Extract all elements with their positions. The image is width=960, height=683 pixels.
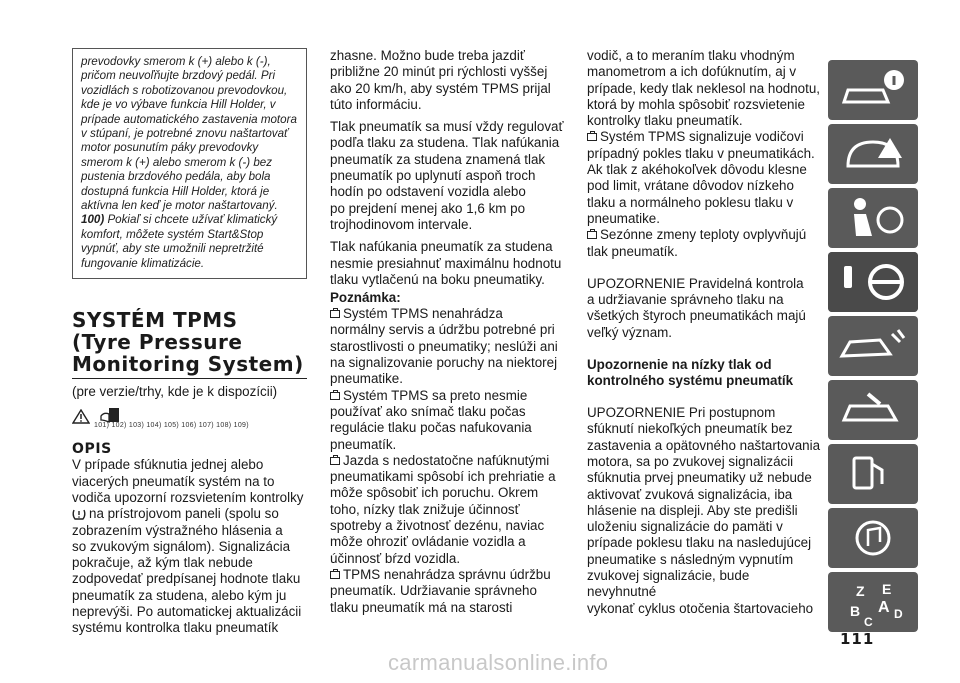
text-line: vodič, a to meraním tlaku vhodným <box>587 48 795 63</box>
bullet-item <box>330 453 567 567</box>
text-line: na signalizovanie poruchy na niektorej <box>330 355 558 371</box>
opis-text-cont <box>72 523 307 637</box>
text-line: regulácie tlaku počas nafukovania <box>330 420 532 436</box>
tab-maintenance[interactable] <box>828 380 918 440</box>
tab-index[interactable] <box>828 572 918 632</box>
opis-heading: OPIS <box>72 441 112 458</box>
column-3 <box>587 48 822 617</box>
text-line: TPMS nenahrádza správnu údržbu <box>330 567 567 583</box>
text-line: V prípade sfúknutia jednej alebo <box>72 457 264 473</box>
text-line: pneumatík po uplynutí aspoň troch <box>330 168 536 184</box>
text-line: túto informáciu. <box>330 96 422 112</box>
text-line: veľký význam. <box>587 324 673 340</box>
note-bullet-icon <box>330 392 340 400</box>
text-line: Systém TPMS sa preto nesmie <box>330 388 567 404</box>
text-line: kontrolky tlaku pneumatík. <box>587 113 743 129</box>
text-line: dostupná funkcia Hill Holder, ktorá je <box>81 184 270 198</box>
text-line: zhasne. Možno bude treba jazdiť <box>330 48 525 63</box>
section-heading: SYSTÉM TPMS (Tyre Pressure Monitoring System) <box>72 309 307 379</box>
text-line: a udržiavanie správneho tlaku na <box>587 292 784 308</box>
text-line: Jazda s nedostatočne nafúknutými <box>330 453 567 469</box>
text-line: spotreby a životnosť dezénu, naviac <box>330 518 545 534</box>
warning-paragraph <box>587 276 822 341</box>
opis-icon-line: na prístrojovom paneli (spolu so <box>72 506 307 522</box>
reference-numbers: 101) 102) 103) 104) 105) 106) 107) 108) 109) <box>94 422 249 430</box>
text-line: všetkých štyroch pneumatikách majú <box>587 308 806 324</box>
text-line: ako 20 km/h, aby systém TPMS prijal <box>330 80 551 96</box>
text-line: pod limit, vrátane dôvodov nízkeho <box>587 178 794 194</box>
text-line: pneumatikami spôsobí ich prehriatie a <box>330 469 556 485</box>
text-line: sfúknutia prvej pneumatiky už nebude <box>587 470 812 486</box>
text-line: komfort, môžete systém Start&Stop <box>81 227 264 241</box>
text-line: pričom neuvoľňujte brzdový pedál. Pri <box>81 69 276 83</box>
text-line: prevodovky smerom k (+) alebo k (-), <box>81 55 271 68</box>
tab-car-info[interactable] <box>828 60 918 120</box>
column-2 <box>330 48 567 616</box>
tyre-pressure-warning-icon <box>72 508 86 521</box>
text-line: pneumatike. <box>330 371 403 387</box>
car-info-icon <box>828 60 918 120</box>
text-line: manometrom a ich dofúknutím, aj v <box>587 64 797 80</box>
note-heading: Poznámka: <box>330 290 401 306</box>
text-line: Systém TPMS signalizuje vodičovi <box>587 129 822 145</box>
bullet-item <box>330 388 567 453</box>
text-line: prípade, kedy tlak neklesol na hodnotu, <box>587 80 821 96</box>
text-line: v stúpaní, je potrebné znovu naštartovať <box>81 127 289 141</box>
text-line: smerom k (+) alebo smerom k (-) bez <box>81 155 273 169</box>
page-number: 111 <box>840 630 875 648</box>
text-line: Sezónne zmeny teploty ovplyvňujú <box>587 227 822 243</box>
text-line: fungovanie klimatizácie. <box>81 256 205 270</box>
text-line: prípade poklesu tlaku na nasledujúcej <box>587 535 812 551</box>
text-line: nesmie presiahnuť maximálnu hodnotu <box>330 255 562 271</box>
text-line: UPOZORNENIE Pri postupnom <box>587 405 776 421</box>
text-line: po prejdení menej ako 1,6 km po <box>330 200 526 216</box>
text-line: pustenia brzdového pedála, aby bola <box>81 170 271 184</box>
text-line: zvukovej signalizácie, bude nevyhnutné <box>587 568 750 600</box>
tab-dashboard[interactable] <box>828 124 918 184</box>
text-line: viacerých pneumatík systém na to <box>72 473 275 489</box>
text-line: vozidlách s robotizovanou prevodovkou, <box>81 83 288 97</box>
paragraph <box>587 48 822 129</box>
text-line: môže spôsobiť ich poruchu. Okrem <box>330 485 539 501</box>
svg-text:B: B <box>850 603 861 619</box>
text-line: tlaku a normálneho poklesu tlaku v <box>587 194 794 210</box>
text-line: vodiča upozorní rozsvietením kontrolky <box>72 489 304 505</box>
text-line: sfúknutí niekoľkých pneumatík bez <box>587 421 793 437</box>
text-line: ktorá by mohla spôsobiť rozsvietenie <box>587 96 805 112</box>
text-line: vykonať cyklus otočenia štartovacieho <box>587 600 814 616</box>
note-bullet-icon <box>330 310 340 318</box>
text-line: zastavenia a opätovného naštartovania <box>587 437 821 453</box>
text-line: systému kontrolka tlaku pneumatík <box>72 620 279 636</box>
svg-text:E: E <box>882 581 892 597</box>
text-line: hlásenie na displeji. Aby ste predišli <box>587 502 798 518</box>
text-line: pokračuje, až kým tlak nebude <box>72 555 253 571</box>
footnote-100-text <box>81 228 298 271</box>
text-line: Ak tlak z akéhokoľvek dôvodu klesne <box>587 162 807 178</box>
text-line: zodpovedať predpísanej hodnote tlaku <box>72 571 301 587</box>
svg-text:Z: Z <box>856 583 865 599</box>
bullet-item <box>587 227 822 260</box>
crash-car-icon <box>828 316 918 376</box>
text-line: pneumatík za studena znamená tlak <box>330 151 546 167</box>
tab-emergency[interactable] <box>828 316 918 376</box>
note-bullet-icon <box>587 133 597 141</box>
text-line: pneumatike. <box>587 210 660 226</box>
text-line: podľa tlaku za studena. Tlak nafúkania <box>330 135 560 151</box>
note-bullet-icon <box>587 231 597 239</box>
text-line: uloženiu signalizácie do pamäti v <box>587 519 783 535</box>
text-line: aktívna len keď je motor naštartovaný. <box>81 199 278 213</box>
alphabet-index-icon <box>828 572 918 632</box>
text-line: približne 20 minút pri rýchlosti vyššej <box>330 64 548 80</box>
key-steering-wheel-icon <box>828 252 918 312</box>
text-line: kde je vo výbave funkcia Hill Holder, v <box>81 98 276 112</box>
text-line: pneumatike s následným vypnutím <box>587 551 794 567</box>
version-note: (pre verzie/trhy, kde je k dispozícii) <box>72 384 278 400</box>
text-line: trojhodinovom intervale. <box>330 216 473 232</box>
text-line: tlak pneumatík. <box>587 243 678 259</box>
text-line: kontrolného systému pneumatík <box>587 373 794 389</box>
warning-paragraph <box>587 405 822 617</box>
tab-multimedia[interactable] <box>828 508 918 568</box>
tab-technical-data[interactable] <box>828 444 918 504</box>
text-line: toho, nízky tlak znižuje účinnosť <box>330 501 520 517</box>
text-line: Tlak nafúkania pneumatík za studena <box>330 239 553 255</box>
footnote-box <box>72 48 307 279</box>
seatbelt-airbag-icon <box>828 188 918 248</box>
car-service-icon <box>828 380 918 440</box>
column-1 <box>72 48 307 637</box>
text-line: Systém TPMS nenahrádza <box>330 306 567 322</box>
text-line: Tlak pneumatík sa musí vždy regulovať <box>330 119 564 135</box>
text-line: prípadný pokles tlaku v pneumatikách. <box>587 145 815 161</box>
dashboard-warning-icon <box>828 124 918 184</box>
tab-starting-driving[interactable] <box>828 252 918 312</box>
watermark: carmanualsonline.info <box>388 650 609 675</box>
text-line: používať ako snímač tlaku počas <box>330 403 526 419</box>
note-bullet-icon <box>330 571 340 579</box>
text-line: starostlivosti o pneumatiky; neslúži ani <box>330 338 558 354</box>
bullet-item <box>587 129 822 227</box>
text-line: pneumatík za studena, alebo kým ju <box>72 587 287 603</box>
subsection-heading <box>587 357 822 389</box>
footnote-text <box>81 55 298 213</box>
text-line: zobrazením výstražného hlásenia a <box>72 522 283 538</box>
text-line: účinnosť bŕzd vozidla. <box>330 550 461 566</box>
text-line: tlaku vytlačenú na boku pneumatiky. <box>330 271 545 287</box>
text-line: so zvukovým signálom). Signalizácia <box>72 538 291 554</box>
text-line: UPOZORNENIE Pravidelná kontrola <box>587 275 804 291</box>
text-line: hodín po odstavení vozidla alebo <box>330 184 526 200</box>
svg-text:D: D <box>894 607 903 621</box>
fuel-pump-icon <box>828 444 918 504</box>
text-line: aktivovať zvuková signalizácia, iba <box>587 486 793 502</box>
text-line: Upozornenie na nízky tlak od <box>587 357 772 373</box>
bullet-item <box>330 567 567 616</box>
text-line: tlaku pneumatík má na starosti <box>330 599 513 615</box>
svg-text:A: A <box>878 599 890 616</box>
audio-note-icon <box>828 508 918 568</box>
bullet-item <box>330 306 567 387</box>
paragraph <box>330 119 567 233</box>
text-line: vypnúť, aby ste umožnili nepretržité <box>81 242 264 256</box>
text-line: motor posunutím páky prevodovky <box>81 141 259 155</box>
paragraph <box>330 239 567 288</box>
footnote-100: 100) Pokiaľ si chcete užívať klimatický <box>81 213 278 227</box>
text-line: pneumatík. <box>330 436 397 452</box>
chapter-tabs <box>828 60 918 636</box>
svg-text:C: C <box>864 615 873 629</box>
text-line: môže ohroziť ovládanie vozidla a <box>330 534 526 550</box>
text-line: prípade automatického zastavenia motora <box>81 112 297 126</box>
tab-safety[interactable] <box>828 188 918 248</box>
paragraph <box>330 48 567 113</box>
warning-triangle-icon <box>72 409 90 424</box>
text-line: normálny servis a údržbu potrebné pri <box>330 322 555 338</box>
opis-text <box>72 457 307 506</box>
text-line: motora, sa po zvukovej signalizácii <box>587 453 794 469</box>
text-line: pneumatík. Udržiavanie správneho <box>330 583 537 599</box>
text-line: neprevýši. Po automatickej aktualizácii <box>72 604 302 620</box>
note-bullet-icon <box>330 457 340 465</box>
